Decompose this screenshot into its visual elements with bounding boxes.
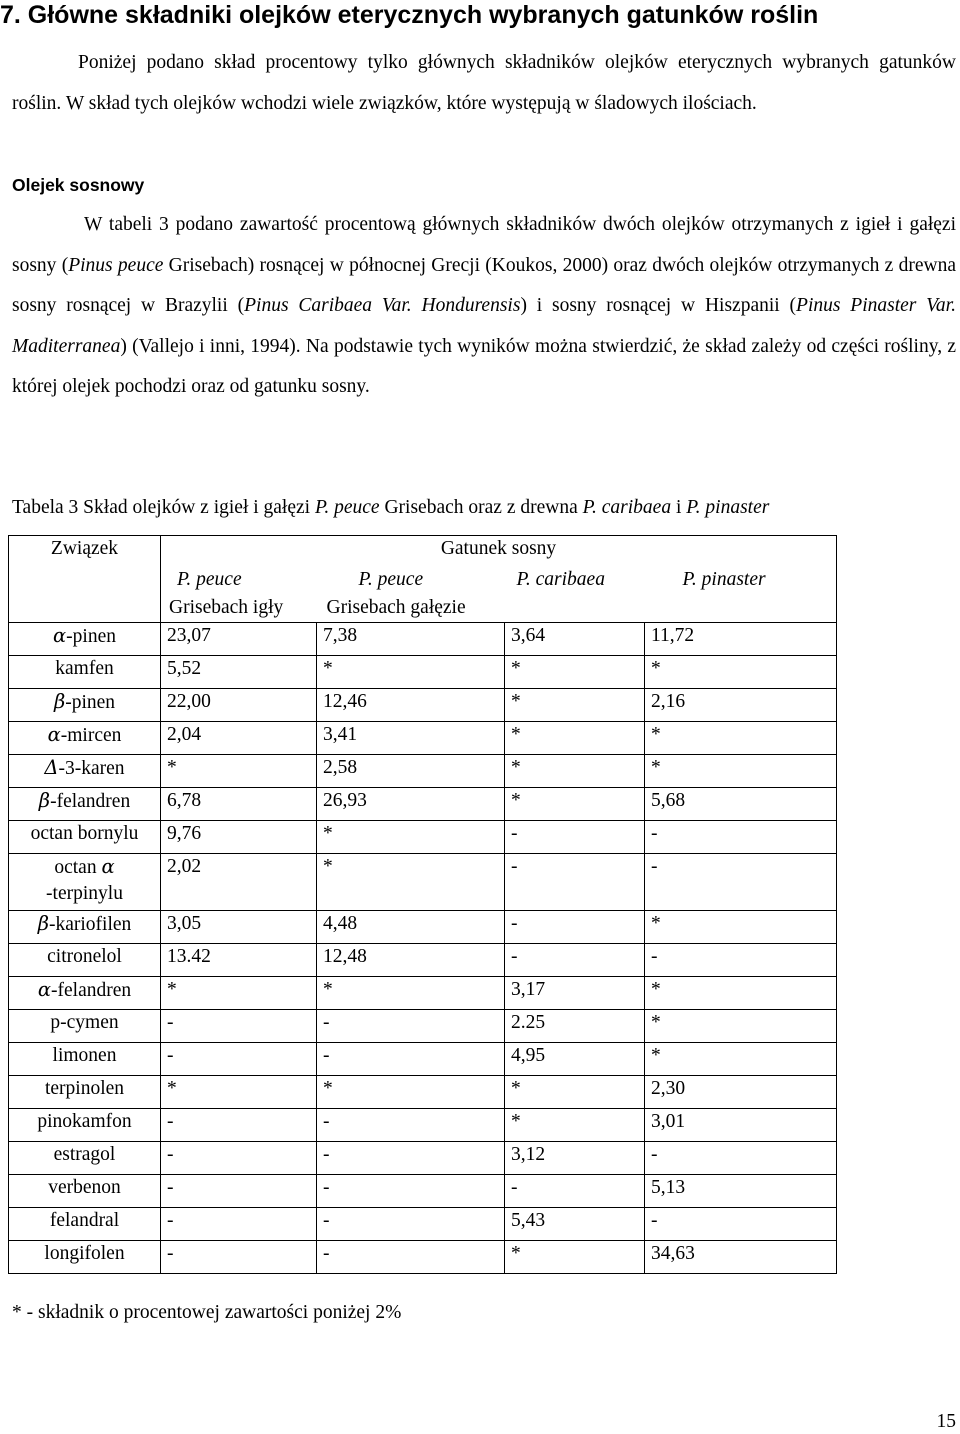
body-text-1: W tabeli 3 podano zawartość procentową głównych składników dwóch olejków otrzymanych z igieł i gałęzi sosny ( [12,214,956,276]
species-name: P. peuce [358,569,424,590]
table-cell: 6,78 [161,788,317,821]
compound-name-part: terpinolen [44,1078,125,1099]
greek-prefix: α [47,723,61,746]
compound-name [9,1043,161,1076]
table-cell: 7,38 [317,623,505,656]
compound-name-part: -pinen [65,692,116,713]
table-row [9,854,837,911]
table-cell: * [317,854,505,911]
table-cell: - [161,1175,317,1208]
section-heading: 7. Główne składniki olejków eterycznych wybranych gatunków roślin [0,1,819,29]
table-row [9,1142,837,1175]
compound-name [9,1076,161,1109]
table-cell: - [645,854,837,911]
table-cell: 9,76 [161,821,317,854]
greek-prefix: α [37,978,52,1001]
table-cell: 2,04 [161,722,317,755]
table-cell: 2,02 [161,854,317,911]
table-cell: * [505,1076,645,1109]
table-row [9,755,837,788]
compound-name-part: longifolen [44,1243,125,1264]
table-cell: * [505,656,645,689]
compound-name-part: -terpinylu [46,883,123,904]
compound-name [9,623,161,656]
compound-name [9,1010,161,1043]
body-text-4: ) (Vallejo i inni, 1994). Na podstawie tych wyników można stwierdzić, że skład zależy od części rośliny, z której olejek pochodzi oraz od gatunku sosny. [12,335,956,397]
compound-name [9,854,161,911]
table-cell: 5,52 [161,656,317,689]
compound-name [9,656,161,689]
table-cell: - [317,1010,505,1043]
body-italic-2: Pinus Caribaea Var. Hondurensis [244,295,521,316]
greek-prefix: Δ [44,756,59,779]
table-cell: - [645,1208,837,1241]
compound-name-part: felandral [49,1210,120,1231]
table-cell: - [505,911,645,944]
table-cell: 2,16 [645,689,837,722]
table-row [9,944,837,977]
compound-name [9,944,161,977]
table-cell: - [505,1175,645,1208]
table-cell: * [645,911,837,944]
table-cell: - [505,944,645,977]
table-cell: 2,30 [645,1076,837,1109]
caption-text-3: i [671,497,687,518]
species-header-1 [161,562,317,623]
compound-name [9,1208,161,1241]
table-cell: * [505,689,645,722]
table-cell: 5,68 [645,788,837,821]
table-cell: 2,58 [317,755,505,788]
caption-italic-1: P. peuce [314,497,380,518]
caption-text-2: Grisebach oraz z drewna [379,497,583,518]
compound-name [9,788,161,821]
compound-name-part: pinokamfon [37,1111,132,1132]
greek-prefix: β [37,912,49,935]
table-cell: - [505,854,645,911]
compound-name-part: -felandren [50,791,131,812]
compound-name-part: -kariofilen [48,914,132,935]
table-cell: * [645,722,837,755]
compound-name [9,755,161,788]
table-cell: * [505,788,645,821]
table-row [9,623,837,656]
body-italic-1: Pinus peuce [68,254,164,276]
table-row [9,656,837,689]
table-cell: * [505,1109,645,1142]
compound-name [9,1142,161,1175]
compound-name-part: estragol [53,1144,116,1165]
body-text-2: Grisebach) rosnącej w północnej Grecji (Koukos, 2000) oraz dwóch olejków otrzymanych z drewna sosny rosnącej w Brazylii ( [12,254,957,316]
subsection-title: Olejek sosnowy [12,175,145,195]
compound-name-part: kamfen [55,658,114,679]
table-cell: * [645,656,837,689]
table-cell: * [317,1076,505,1109]
table-row [9,722,837,755]
table-cell: * [161,755,317,788]
table-cell: - [317,1241,505,1274]
table-cell: * [505,1241,645,1274]
table-row [9,1076,837,1109]
table-cell: * [645,977,837,1010]
compound-name [9,1175,161,1208]
table-cell: * [317,656,505,689]
table-footnote: * - składnik o procentowej zawartości poniżej 2% [12,1302,402,1323]
table-row [9,788,837,821]
table-cell: * [161,977,317,1010]
species-header-2 [317,562,505,623]
table-cell: 3,05 [161,911,317,944]
compound-name-part: -mircen [60,725,122,746]
compound-name-part: -felandren [51,980,132,1001]
table-caption [12,495,956,521]
table-cell: - [317,1208,505,1241]
compound-name-part: octan bornylu [30,823,139,844]
table-cell: - [505,821,645,854]
table-row [9,1241,837,1274]
table-row [9,1208,837,1241]
table-row [9,1175,837,1208]
table-cell: - [161,1043,317,1076]
table-row [9,977,837,1010]
species-part: Grisebach igły [169,597,284,618]
composition-table [8,535,837,1274]
table-cell: * [505,755,645,788]
species-header-3 [505,562,645,623]
table-cell: 5,13 [645,1175,837,1208]
table-cell: 3,41 [317,722,505,755]
table-row [9,1010,837,1043]
greek-prefix: α [53,624,67,647]
table-cell: - [645,944,837,977]
table-cell: 2.25 [505,1010,645,1043]
species-part: Grisebach gałęzie [326,597,466,618]
species-name: P. peuce [177,569,242,590]
species-name: P. caribaea [516,569,605,590]
table-cell: 4,95 [505,1043,645,1076]
group-header-species: Gatunek sosny [161,536,837,563]
compound-name [9,911,161,944]
table-cell: 3,17 [505,977,645,1010]
table-cell: - [317,1142,505,1175]
column-header-compound: Związek [9,536,161,623]
table-cell: * [161,1076,317,1109]
table-cell: 12,46 [317,689,505,722]
compound-name [9,689,161,722]
table-cell: - [317,1109,505,1142]
compound-name [9,1241,161,1274]
table-cell: 3,64 [505,623,645,656]
table-cell: 22,00 [161,689,317,722]
table-cell: - [161,1241,317,1274]
table-row [9,821,837,854]
table-cell: - [161,1208,317,1241]
table-cell: - [161,1010,317,1043]
table-cell: * [645,755,837,788]
intro-paragraph: Poniżej podano skład procentowy tylko głównych składników olejków eterycznych wybranych gatunków roślin. W skład tych olejków wchodzi wiele związków, które występują w śladowych ilościach. [12,52,956,114]
table-cell: 13.42 [161,944,317,977]
table-row [9,911,837,944]
table-cell: 12,48 [317,944,505,977]
table-cell: 5,43 [505,1208,645,1241]
body-italic-3: Pinus Pinaster Var. Maditerranea [12,295,956,357]
table-cell: * [645,1010,837,1043]
species-name: P. pinaster [682,569,766,590]
greek-prefix: β [38,789,51,812]
compound-name [9,1109,161,1142]
table-row [9,1109,837,1142]
compound-name-part: octan [54,857,102,878]
table-cell: - [317,1043,505,1076]
body-text-3: ) i sosny rosnącej w Hiszpanii ( [520,295,797,316]
table-cell: 34,63 [645,1241,837,1274]
greek-prefix: α [101,855,115,878]
caption-italic-3: P. pinaster [686,497,770,518]
table-cell: 4,48 [317,911,505,944]
compound-name-part: citronelol [47,946,122,967]
table-cell: 3,01 [645,1109,837,1142]
table-cell: - [161,1142,317,1175]
greek-prefix: β [53,690,66,713]
table-cell: * [645,1043,837,1076]
caption-text-1: Tabela 3 Skład olejków z igieł i gałęzi [12,497,315,518]
species-header-4 [645,562,837,623]
caption-italic-2: P. caribaea [582,497,672,518]
compound-name [9,977,161,1010]
compound-name-part: -pinen [66,626,116,647]
compound-name-part: p-cymen [50,1012,119,1033]
compound-name [9,722,161,755]
compound-name-part: limonen [52,1045,117,1066]
table-cell: - [161,1109,317,1142]
compound-name-part: verbenon [48,1177,121,1198]
table-cell: - [317,1175,505,1208]
table-cell: 11,72 [645,623,837,656]
table-cell: * [317,977,505,1010]
page-number: 15 [936,1411,956,1432]
compound-name [9,821,161,854]
table-cell: 26,93 [317,788,505,821]
table-cell: 23,07 [161,623,317,656]
body-paragraph [12,205,956,408]
table-row [9,1043,837,1076]
compound-name-part: -3-karen [58,758,125,779]
table-cell: * [505,722,645,755]
table-cell: - [645,821,837,854]
table-cell: - [645,1142,837,1175]
table-cell: * [317,821,505,854]
table-row [9,689,837,722]
table-cell: 3,12 [505,1142,645,1175]
